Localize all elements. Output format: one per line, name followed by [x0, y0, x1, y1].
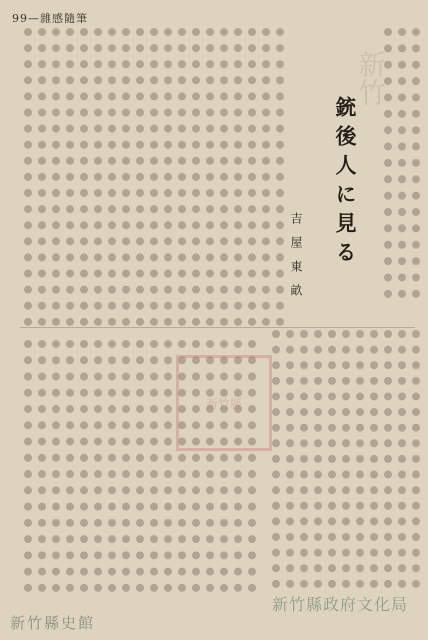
- text-column: [136, 340, 145, 592]
- watermark-bottom-right: 新竹縣政府文化局: [272, 595, 409, 614]
- text-column: [276, 28, 285, 326]
- text-column: [178, 28, 187, 326]
- text-column: [108, 340, 117, 592]
- text-column: [38, 340, 47, 592]
- text-column: [94, 28, 103, 326]
- text-column: [220, 28, 229, 326]
- text-column: [52, 340, 61, 592]
- text-column: [342, 330, 351, 588]
- text-column: [52, 28, 61, 326]
- text-column: [108, 28, 117, 326]
- text-column: [262, 28, 271, 326]
- text-column: [150, 340, 159, 592]
- watermark-stamp-text: 新竹縣: [205, 396, 242, 411]
- text-column: [66, 340, 75, 592]
- text-column: [370, 330, 379, 588]
- text-column: [314, 330, 323, 588]
- text-column: [300, 330, 309, 588]
- text-column: [164, 28, 173, 326]
- text-column: [24, 340, 33, 592]
- text-column: [24, 28, 33, 326]
- watermark-top-right: 新竹: [354, 50, 387, 106]
- text-column: [192, 28, 201, 326]
- text-column: [356, 330, 365, 588]
- text-column: [164, 340, 173, 592]
- article-title: 銃後人に見る: [333, 96, 358, 270]
- text-column: [122, 340, 131, 592]
- text-column: [412, 28, 421, 298]
- text-column: [328, 330, 337, 588]
- text-column: [66, 28, 75, 326]
- text-column: [150, 28, 159, 326]
- text-column: [286, 330, 295, 588]
- watermark-bottom-left: 新竹縣史館: [10, 614, 96, 632]
- text-column: [398, 28, 407, 298]
- text-column: [272, 330, 281, 588]
- page-header: 99—雜感隨筆: [12, 12, 88, 25]
- text-column: [412, 330, 421, 588]
- text-column: [136, 28, 145, 326]
- text-column: [94, 340, 103, 592]
- text-column: [234, 28, 243, 326]
- watermark-stamp: [176, 355, 272, 451]
- article-author: 吉屋東畝: [289, 212, 303, 308]
- text-column: [398, 330, 407, 588]
- text-column: [38, 28, 47, 326]
- text-column: [122, 28, 131, 326]
- text-column: [80, 28, 89, 326]
- section-divider: [20, 327, 415, 328]
- text-column: [384, 330, 393, 588]
- text-column: [206, 28, 215, 326]
- text-column: [248, 28, 257, 326]
- text-column: [80, 340, 89, 592]
